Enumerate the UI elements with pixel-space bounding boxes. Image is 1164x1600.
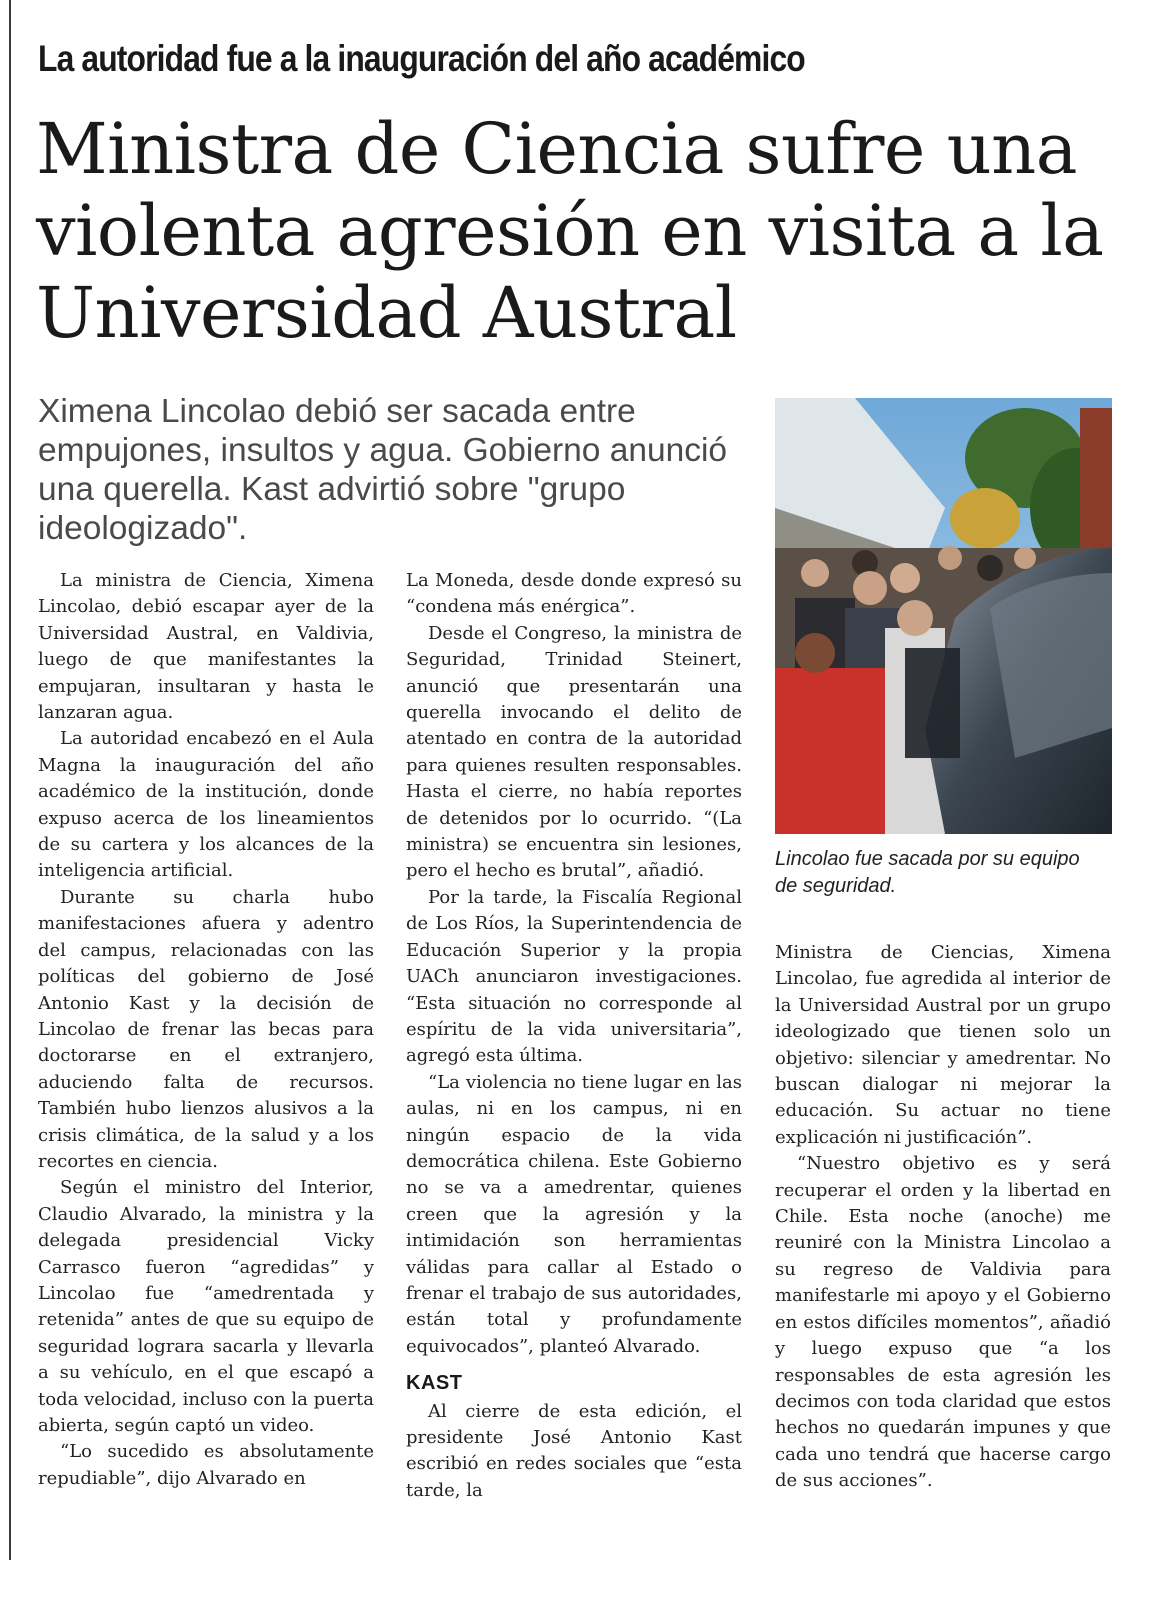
body-paragraph: Ministra de Ciencias, Ximena Lincolao, fue agredida al interior de la Universidad Austral por un grupo ideologizado que tienen solo un objetivo: silenciar y amedrentar. No buscan dialogar ni mejorar la educación. Su actuar no tiene explicación ni justificación”.: [775, 942, 1111, 1148]
section-subhead: KAST: [406, 1372, 463, 1395]
body-paragraph: “Lo sucedido es absolutamente repudiable”, dijo Alvarado en: [38, 1441, 374, 1489]
body-paragraph: La ministra de Ciencia, Ximena Lincolao, debió escapar ayer de la Universidad Austral, en Valdivia, luego de que manifestantes la empujaran, insultaran y hasta le lanzaran agua.: [38, 570, 374, 724]
body-column-1: [38, 568, 374, 1492]
body-column-2: [406, 568, 742, 1504]
body-paragraph: La autoridad encabezó en el Aula Magna la inauguración del año académico de la institución, donde expuso acerca de los lineamientos de su cartera y los alcances de la inteligencia artificial.: [38, 728, 374, 882]
news-photo: [775, 398, 1112, 834]
body-paragraph: Según el ministro del Interior, Claudio Alvarado, la ministra y la delegada presidencial Vicky Carrasco fueron “agredidas” y Lincolao fue “amedrentada y retenida” antes de que su equipo de seguridad lograra sacarla y llevarla a su vehículo, en el que escapó a toda velocidad, incluso con la puerta abierta, según captó un video.: [38, 1177, 374, 1436]
article-deck: Ximena Lincolao debió ser sacada entre empujones, insultos y agua. Gobierno anunció una querella. Kast advirtió sobre "grupo ideologizado".: [38, 393, 728, 547]
body-paragraph: Desde el Congreso, la ministra de Seguridad, Trinidad Steinert, anunció que presentarán una querella invocando el delito de atentado en contra de la autoridad para quienes resulten responsables. Hasta el cierre, no había reportes de detenidos por lo ocurrido. “(La ministra) se encuentra sin lesiones, pero el hecho es brutal”, añadió.: [406, 622, 742, 882]
body-paragraph: Durante su charla hubo manifestaciones afuera y adentro del campus, relacionadas con las políticas del gobierno de José Antonio Kast y la decisión de Lincolao de frenar las becas para doctorarse en el extranjero, aduciendo falta de recursos. También hubo lienzos alusivos a la crisis climática, de la salud y a los recortes en ciencia.: [38, 886, 374, 1172]
photo-caption: Lincolao fue sacada por su equipo de seguridad.: [775, 848, 1080, 897]
body-paragraph: Al cierre de esta edición, el presidente José Antonio Kast escribió en redes sociales que “esta tarde, la: [406, 1400, 742, 1501]
body-column-3: [775, 940, 1111, 1495]
article-headline: Ministra de Ciencia sufre una violenta agresión en visita a la Universidad Austral: [36, 108, 1104, 354]
article-kicker: La autoridad fue a la inauguración del año académico: [38, 38, 805, 79]
page-left-rule: [9, 0, 11, 1560]
body-paragraph: La Moneda, desde donde expresó su “condena más enérgica”.: [406, 570, 742, 618]
body-paragraph: “Nuestro objetivo es y será recuperar el orden y la libertad en Chile. Esta noche (anoche) me reuniré con la Ministra Lincolao a su regreso de Valdivia para manifestarle mi apoyo y el Gobierno en estos difíciles momentos”, añadió y luego expuso que “a los responsables de esta agresión les decimos con toda claridad que estos hechos no quedarán impunes y que cada uno tendrá que hacerse cargo de sus acciones”.: [775, 1153, 1111, 1492]
body-paragraph: “La violencia no tiene lugar en las aulas, ni en los campus, ni en ningún espacio de la vida democrática chilena. Este Gobierno no se va a amedrentar, quienes creen que la agresión y la intimidación son herramientas válidas para callar al Estado o frenar el trabajo de sus autoridades, están total y profundamente equivocados”, planteó Alvarado.: [406, 1071, 742, 1357]
body-paragraph: Por la tarde, la Fiscalía Regional de Los Ríos, la Superintendencia de Educación Superior y la propia UACh anunciaron investigaciones. “Esta situación no corresponde al espíritu de la vida universitaria”, agregó esta última.: [406, 886, 742, 1067]
